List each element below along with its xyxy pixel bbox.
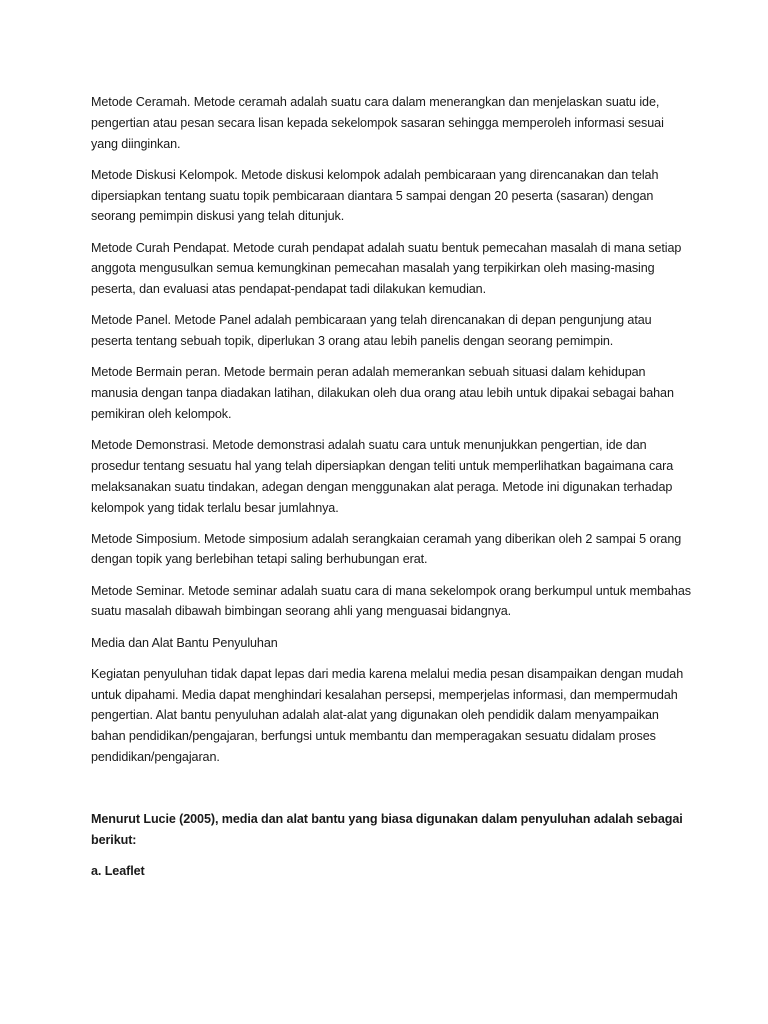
paragraph-metode-seminar: Metode Seminar. Metode seminar adalah suatu cara di mana sekelompok orang berkumpul untuk membahas suatu masalah dibawah bimbingan seorang ahli yang menguasai bidangnya. <box>91 583 691 619</box>
paragraph-metode-curah-pendapat: Metode Curah Pendapat. Metode curah pendapat adalah suatu bentuk pemecahan masalah di mana setiap anggota mengusulkan semua kemungkinan pemecahan masalah yang terpikirkan oleh masing-masing peserta, dan evaluasi atas pendapat-pendapat tadi dilakukan kemudian. <box>91 240 682 297</box>
blank-line <box>91 778 691 809</box>
paragraph-metode-ceramah: Metode Ceramah. Metode ceramah adalah suatu cara dalam menerangkan dan menjelaskan suatu ide, pengertian atau pesan secara lisan kepada sekelompok sasaran sehingga memperoleh informasi sesuai yang diinginkan. <box>91 95 664 151</box>
list-item-leaflet: a. Leaflet <box>91 864 145 879</box>
document-page <box>91 92 691 893</box>
paragraph-metode-panel: Metode Panel. Metode Panel adalah pembicaraan yang telah direncanakan di depan pengunjung atau peserta tentang sebuah topik, diperlukan 3 orang atau lebih panelis dengan seorang pemimpin. <box>91 313 652 349</box>
section-heading: Media dan Alat Bantu Penyuluhan <box>91 635 278 650</box>
paragraph-media-alat-bantu: Kegiatan penyuluhan tidak dapat lepas dari media karena melalui media pesan disampaikan dengan mudah untuk dipahami. Media dapat menghindari kesalahan persepsi, memperjelas informasi, dan mempermudah pengertian. Alat bantu penyuluhan adalah alat-alat yang digunakan oleh pendidik dalam menyampaikan bahan pendidikan/pengajaran, berfungsi untuk membantu dan memperagakan sesuatu didalam proses pendidikan/pengajaran. <box>91 666 684 765</box>
paragraph-metode-bermain-peran: Metode Bermain peran. Metode bermain peran adalah memerankan sebuah situasi dalam kehidupan manusia dengan tanpa diadakan latihan, dilakukan oleh dua orang atau lebih untuk dipakai sebagai bahan pemikiran oleh kelompok. <box>91 365 674 421</box>
paragraph-metode-demonstrasi: Metode Demonstrasi. Metode demonstrasi adalah suatu cara untuk menunjukkan pengertian, ide dan prosedur tentang sesuatu hal yang telah dipersiapkan dengan teliti untuk memperlihatkan bagaimana cara melaksanakan suatu tindakan, adegan dengan menggunakan alat peraga. Metode ini digunakan terhadap kelompok yang tidak terlalu besar jumlahnya. <box>91 438 674 515</box>
paragraph-metode-diskusi-kelompok: Metode Diskusi Kelompok. Metode diskusi kelompok adalah pembicaraan yang direncanakan dan telah dipersiapkan tentang suatu topik pembicaraan diantara 5 sampai dengan 20 peserta (sasaran) dengan seorang pemimpin diskusi yang telah ditunjuk. <box>91 167 659 224</box>
paragraph-metode-simposium: Metode Simposium. Metode simposium adalah serangkaian ceramah yang diberikan oleh 2 sampai 5 orang dengan topik yang berlebihan tetapi saling berhubungan erat. <box>91 531 682 567</box>
paragraph-menurut-lucie: Menurut Lucie (2005), media dan alat bantu yang biasa digunakan dalam penyuluhan adalah sebagai berikut: <box>91 812 683 848</box>
